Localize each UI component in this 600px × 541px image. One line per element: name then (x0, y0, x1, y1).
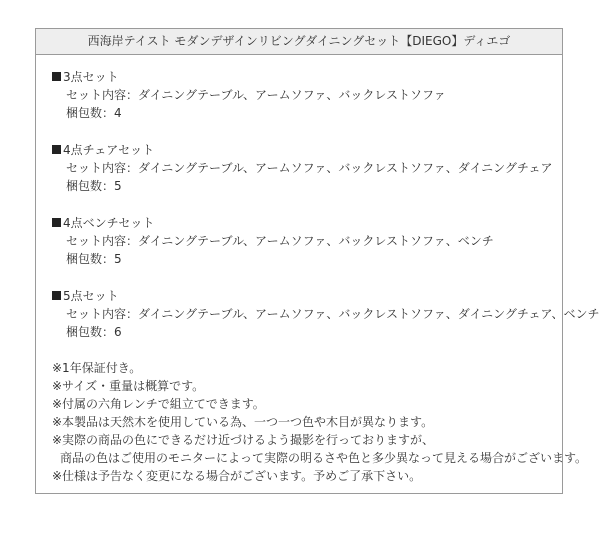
set-packages: 梱包数：6 (66, 325, 122, 339)
set-packages: 梱包数：4 (66, 106, 122, 120)
set-name: 3点セット (63, 70, 119, 84)
set-packages: 梱包数：5 (66, 252, 122, 266)
set-contents: セット内容：ダイニングテーブル、アームソファ、バックレストソファ、ダイニングチェア (66, 161, 553, 175)
note-natural-wood: ※本製品は天然木を使用している為、一つ一つ色や木目が異なります。 (52, 415, 434, 429)
note-warranty: ※1年保証付き。 (52, 361, 142, 375)
set-contents: セット内容：ダイニングテーブル、アームソファ、バックレストソファ、ベンチ (66, 234, 494, 248)
square-bullet-icon (52, 291, 61, 300)
panel-body (36, 55, 600, 485)
set-name: 5点セット (63, 289, 119, 303)
set-title (52, 68, 562, 86)
square-bullet-icon (52, 145, 61, 154)
set-4pc-chair (52, 141, 562, 195)
set-contents: セット内容：ダイニングテーブル、アームソファ、バックレストソファ (66, 88, 446, 102)
set-name: 4点チェアセット (63, 143, 155, 157)
set-title (52, 214, 562, 232)
square-bullet-icon (52, 72, 61, 81)
note-color: ※実際の商品の色にできるだけ近づけるよう撮影を行っておりますが、 (52, 433, 435, 447)
set-3pc (52, 68, 562, 122)
set-contents: セット内容：ダイニングテーブル、アームソファ、バックレストソファ、ダイニングチェア、ベンチ (66, 307, 600, 321)
product-spec-panel (35, 28, 600, 494)
set-title (52, 287, 562, 305)
square-bullet-icon (52, 218, 61, 227)
set-packages: 梱包数：5 (66, 179, 122, 193)
note-assembly: ※付属の六角レンチで組立てできます。 (52, 397, 265, 411)
set-name: 4点ベンチセット (63, 216, 155, 230)
set-5pc (52, 287, 600, 341)
set-title (52, 141, 562, 159)
set-4pc-bench (52, 214, 562, 268)
note-color-continued: 商品の色はご使用のモニターによって実際の明るさや色と多少異なって見える場合がございます。 (60, 451, 588, 465)
note-size-weight: ※サイズ・重量は概算です。 (52, 379, 205, 393)
panel-title: 西海岸テイスト モダンデザインリビングダイニングセット【DIEGO】ディエゴ (36, 29, 562, 55)
note-spec-change: ※仕様は予告なく変更になる場合がございます。予めご了承下さい。 (52, 469, 422, 483)
notes-list (52, 359, 588, 485)
